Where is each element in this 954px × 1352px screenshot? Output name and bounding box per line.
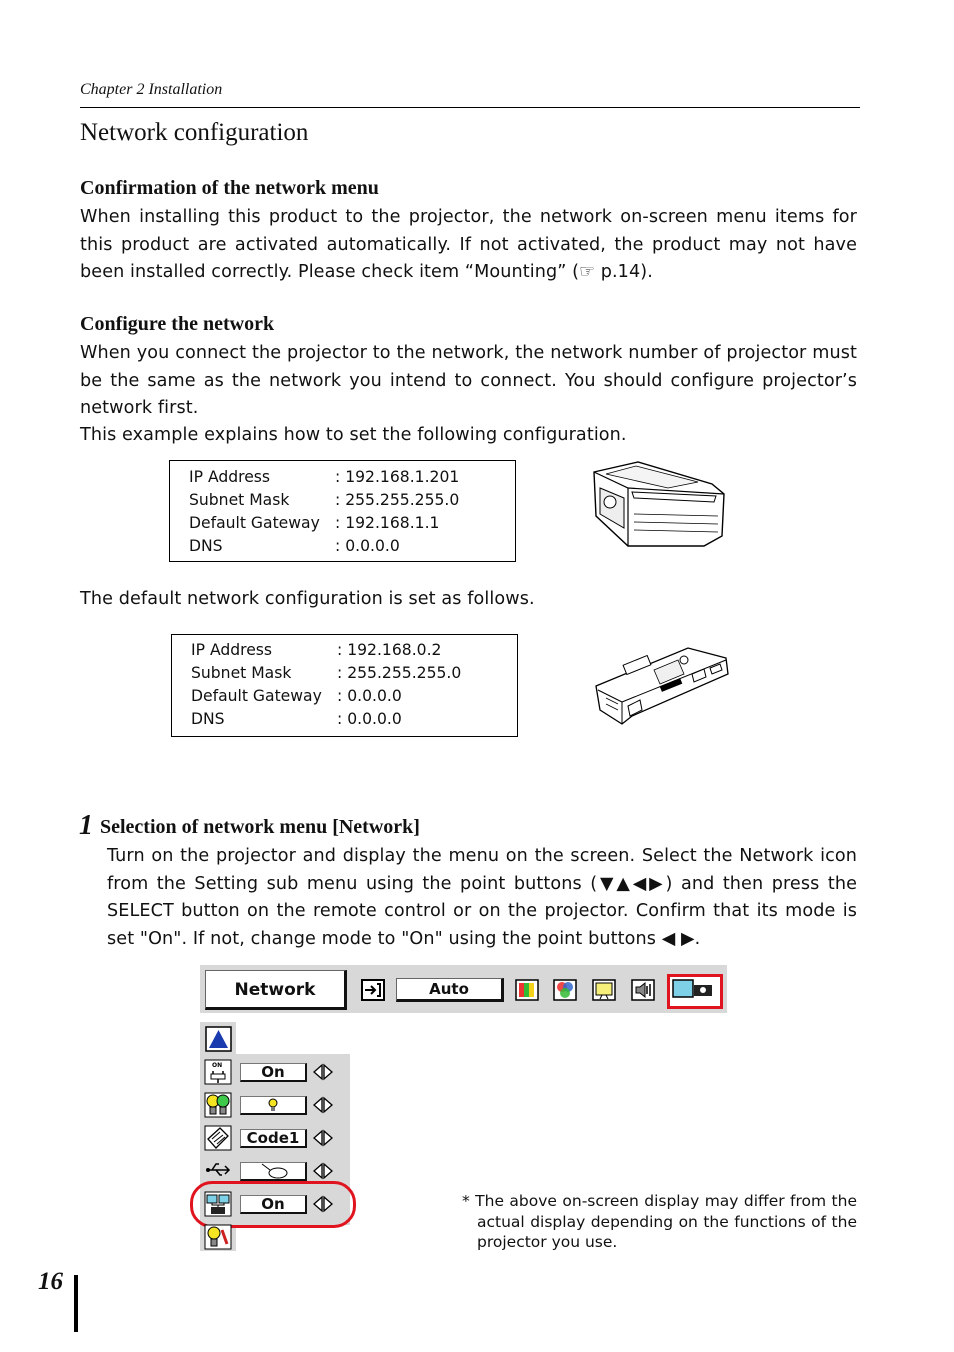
svg-text:ON: ON: [212, 1062, 223, 1069]
config-label: Default Gateway: [191, 687, 322, 705]
osd-value-usb-mouse[interactable]: [240, 1162, 307, 1181]
screen-icon[interactable]: [592, 979, 616, 1001]
lamp-icon[interactable]: [204, 1092, 232, 1118]
config-example-box: [169, 460, 516, 562]
config-value: : 0.0.0.0: [335, 537, 400, 555]
chapter-header: Chapter 2 Installation: [80, 81, 223, 98]
page-title: Network configuration: [80, 119, 309, 146]
config-default-box: [171, 634, 518, 737]
config-label: DNS: [189, 537, 223, 555]
config-value: : 255.255.255.0: [335, 491, 460, 509]
osd-menu-title: Network: [205, 970, 347, 1010]
config-value: : 192.168.1.1: [335, 514, 440, 532]
network-row-highlight: [190, 1181, 356, 1228]
projector-illustration: [586, 458, 730, 553]
setting-icon-selected[interactable]: [667, 974, 723, 1009]
page-number-bar: [74, 1275, 78, 1332]
config-value: : 255.255.255.0: [337, 664, 462, 682]
config-label: Default Gateway: [189, 514, 320, 532]
config-value: : 0.0.0.0: [337, 687, 402, 705]
step-body: Turn on the projector and display the menu on the screen. Select the Network icon from the Setting sub menu using the point buttons (▼▲◀▶) and then press the SELECT button on the remote control or on the projector. Confirm that its mode is set "On". If not, change mode to "On" using the point buttons ◀ ▶.: [107, 846, 857, 949]
input-icon[interactable]: [361, 979, 385, 1001]
left-right-arrows-icon[interactable]: [312, 1129, 334, 1147]
config-value: : 192.168.0.2: [337, 641, 442, 659]
setting-icon: [670, 977, 714, 1001]
left-right-arrows-icon[interactable]: [312, 1096, 334, 1114]
osd-value-power-on[interactable]: On: [240, 1063, 307, 1082]
lamp-bulb-icon: [267, 1098, 279, 1112]
power-on-icon[interactable]: [204, 1059, 232, 1085]
config-label: DNS: [191, 710, 225, 728]
lamp-counter-icon[interactable]: [204, 1224, 232, 1250]
osd-value-lamp[interactable]: [240, 1096, 307, 1115]
config-value: : 0.0.0.0: [337, 710, 402, 728]
config-label: Subnet Mask: [189, 491, 290, 509]
image-adjust-icon[interactable]: [515, 979, 539, 1001]
section-body-configure-2: This example explains how to set the following configuration.: [80, 425, 627, 445]
step-number: 1: [79, 810, 93, 841]
section-heading-confirmation: Confirmation of the network menu: [80, 177, 379, 199]
sound-icon[interactable]: [631, 979, 655, 1001]
osd-value-network[interactable]: On: [240, 1195, 307, 1214]
section-heading-configure: Configure the network: [80, 313, 275, 335]
color-icon[interactable]: [553, 979, 577, 1001]
osd-input-mode[interactable]: Auto: [396, 978, 504, 1002]
section-body-configure: When you connect the projector to the network, the network number of projector must be the same as the network you intend to connect. You should configure projector’s network first.: [80, 343, 857, 418]
config-value: : 192.168.1.201: [335, 468, 460, 486]
section-body-confirmation: When installing this product to the projector, the network on-screen menu items for this product are activated automatically. If not activated, the product may not have been installed correctly. Please check item “Mounting” (☞ p.14).: [80, 207, 857, 282]
default-intro: The default network configuration is set as follows.: [80, 589, 535, 609]
config-row: [189, 535, 515, 558]
footnote-text: * The above on-screen display may differ from the actual display depending on the functions of the projector you use.: [462, 1192, 857, 1252]
header-rule: [80, 107, 860, 108]
config-row: [191, 685, 517, 708]
mouse-icon: [258, 1163, 288, 1179]
config-label: IP Address: [191, 641, 273, 659]
config-row: [191, 639, 517, 662]
network-card-illustration: [592, 640, 734, 728]
page-number: 16: [38, 1268, 63, 1295]
left-right-arrows-icon[interactable]: [312, 1063, 334, 1081]
config-row: [191, 708, 517, 731]
config-row: [191, 662, 517, 685]
config-row: [189, 466, 515, 489]
config-label: IP Address: [189, 468, 271, 486]
footnote: [462, 1191, 857, 1253]
config-row: [189, 512, 515, 535]
config-label: Subnet Mask: [191, 664, 292, 682]
left-right-arrows-icon[interactable]: [312, 1162, 334, 1180]
scroll-up-icon[interactable]: [205, 1026, 232, 1052]
config-row: [189, 489, 515, 512]
osd-value-remote-code[interactable]: Code1: [240, 1129, 307, 1148]
remote-code-icon[interactable]: [204, 1125, 232, 1151]
step-title: Selection of network menu [Network]: [100, 816, 420, 838]
